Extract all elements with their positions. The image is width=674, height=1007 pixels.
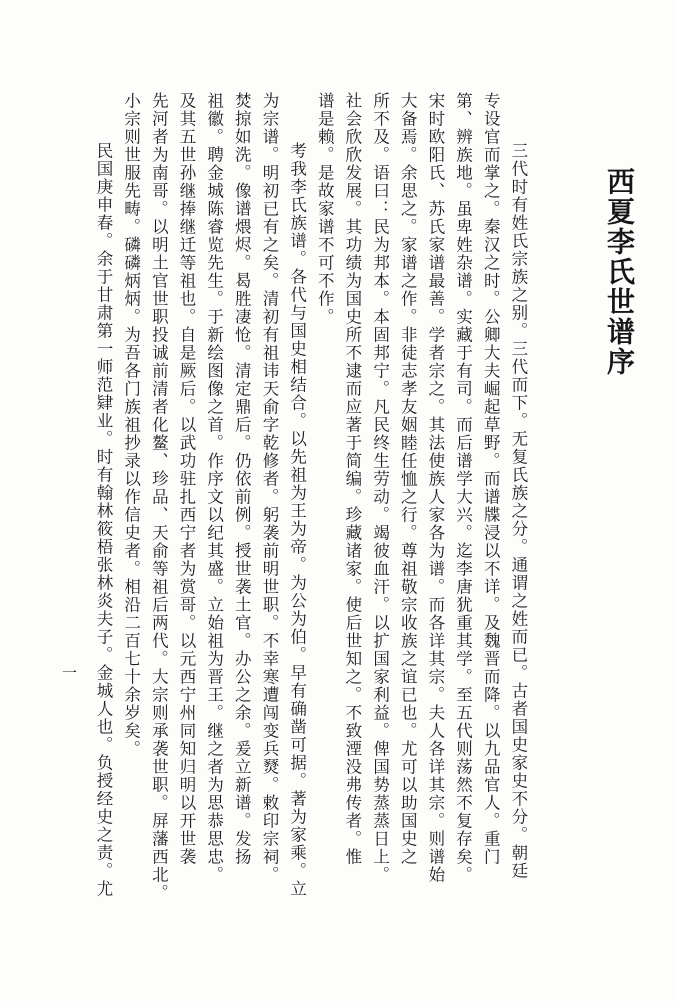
text-column-14: 先河者为南哥。以明土官世职投诚前清者化鳌、珍品、天俞等祖后两代。大宗则承袭世职。屏藩西北。 bbox=[149, 92, 169, 902]
text-column-15: 小宗则世服先畴。磷磷炳炳。为吾各门族祖抄录以作信史者。相沿二百七十余岁矣。 bbox=[121, 92, 141, 758]
text-column-1: 三代时有姓氏宗族之别。三代而下。无复氏族之分。通谓之姓而已。古者国史家史不分。朝廷 bbox=[508, 142, 528, 880]
page-number: 一 bbox=[62, 666, 78, 682]
text-column-16: 民国庚申春。余于甘肃第一师范肄业。时有翰林筱梧张林炎夫子。金城人也。负授经史之责。尤 bbox=[94, 142, 113, 898]
text-column-12: 祖徽。聘金城陈睿览先生。于新绘图像之首。作序文以纪其盛。立始祖为晋王。继之者为思恭思忠。 bbox=[204, 92, 224, 884]
text-column-7: 社会欣欣发展。其功绩为国史所不逮而应著于简编。珍藏诸家。使后世知之。不致湮没弗传者。惟 bbox=[342, 92, 362, 866]
text-column-5: 大备焉。余思之。家谱之作。非徒志孝友姻睦任恤之行。尊祖敬宗收族之谊已也。尤可以助国史之 bbox=[398, 92, 418, 866]
text-column-13: 及其五世孙继捧继迁等祖也。自是厥后。以武功驻扎西宁者为赏哥。以元西宁州同知归明以开世袭 bbox=[176, 92, 196, 866]
text-column-4: 宋时欧阳氏、苏氏家谱最善。学者宗之。其法使族人家各为谱。而各详其宗。夫人各详其宗。则谱始 bbox=[425, 92, 445, 884]
text-column-2: 专设官而掌之。秦汉之时。公卿大夫崛起草野。而谱牒浸以不详。及魏晋而降。以九品官人。重门 bbox=[481, 92, 501, 866]
text-column-10: 为宗谱。明初已有之矣。清初有祖讳天俞字乾修者。躬袭前明世职。不幸寒遭闯变兵燹。敕印宗祠。 bbox=[259, 92, 279, 884]
text-column-9: 考我李氏族谱。各代与国史相结合。以先祖为王为帝。为公为伯。早有确凿可据。著为家乘。立 bbox=[287, 142, 307, 898]
text-column-11: 焚掠如洗。像谱煨烬。曷胜凄怆。清定鼎后。仍依前例。授世袭土官。办公之余。爰立新谱。发扬 bbox=[232, 92, 252, 866]
text-column-6: 所不及。语曰：民为邦本。本固邦宁。凡民终生劳动。竭彼血汗。以扩国家利益。俾国势蒸蒸日上。 bbox=[370, 92, 390, 884]
text-column-8: 谱是赖。是故家谱不可不作。 bbox=[315, 92, 335, 326]
text-column-3: 第、辨族地。虽卑姓杂谱。实藏于有司。而后谱学大兴。迄李唐犹重其学。至五代则荡然不复存矣。 bbox=[453, 92, 473, 884]
text-body bbox=[90, 92, 532, 948]
page-title: 西夏李氏世谱序 bbox=[603, 167, 634, 377]
